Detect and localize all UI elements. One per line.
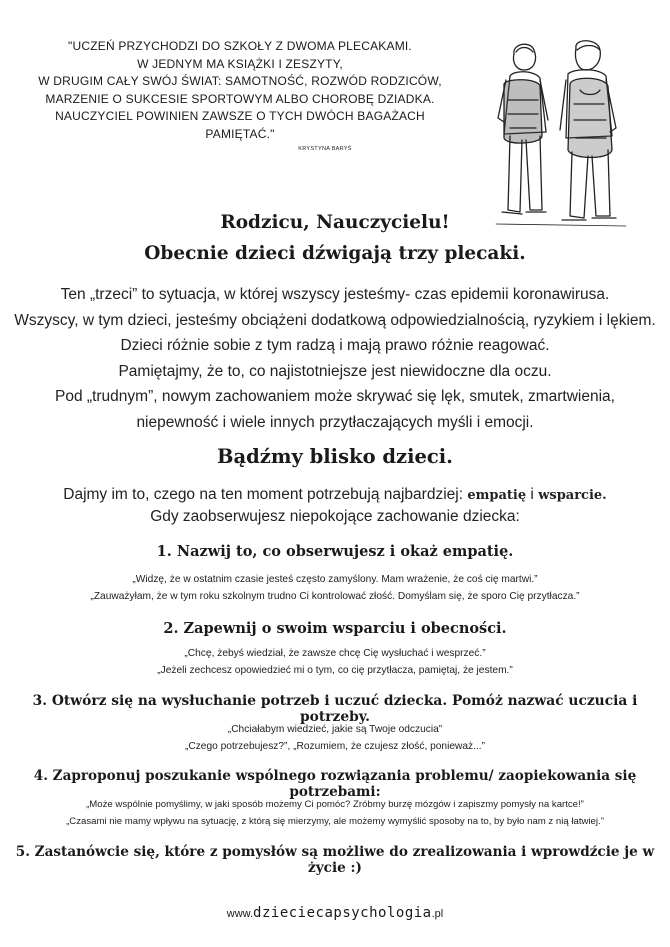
support-line-2: Gdy zaobserwujesz niepokojące zachowanie dziecka:	[150, 508, 520, 525]
step-2-title: 2. Zapewnij o swoim wsparciu i obecności.	[163, 620, 507, 637]
quote-line: W DRUGIM CAŁY SWÓJ ŚWIAT: SAMOTNOŚĆ, ROZWÓD RODZICÓW,	[38, 74, 442, 88]
support-prefix: Dajmy im to, czego na ten moment potrzebują najbardziej:	[63, 486, 464, 503]
intro-line: niepewność i wiele innych przytłaczających myśli i emocji.	[136, 413, 534, 431]
step-1-examples	[0, 572, 670, 605]
headline-line-1: Rodzicu, Nauczycielu!	[220, 212, 450, 233]
step-1-title: 1. Nazwij to, co obserwujesz i okaż empatię.	[156, 543, 514, 560]
example-line: „Czasami nie mamy wpływu na sytuację, z którą się mierzymy, ale możemy wymyślić sposoby na to, by było nam z nią łatwiej.”	[66, 815, 604, 827]
step-2-examples	[0, 646, 670, 679]
example-line: „Chcę, żebyś wiedział, że zawsze chcę Cię wysłuchać i wesprzeć.”	[184, 648, 486, 659]
intro-line: Pamiętajmy, że to, co najistotniejsze jest niewidoczne dla oczu.	[118, 362, 552, 380]
quote-line: W JEDNYM MA KSIĄŻKI I ZESZYTY,	[137, 56, 343, 71]
example-line: „Chciałabym wiedzieć, jakie są Twoje odczucia”	[227, 724, 443, 735]
quote-line: NAUCZYCIEL POWINIEN ZAWSZE O TYCH DWÓCH BAGAŻACH PAMIĘTAĆ."	[55, 109, 425, 141]
step-3-title: 3. Otwórz się na wysłuchanie potrzeb i uczuć dziecka. Pomóż nazwać uczucia i potrzeby.	[32, 693, 638, 725]
support-line-1	[0, 484, 670, 506]
headline-line-2: Obecnie dzieci dźwigają trzy plecaki.	[144, 243, 526, 264]
support-word-empathy: empatię	[467, 488, 527, 503]
example-line: „Widzę, że w ostatnim czasie jesteś często zamyślony. Mam wrażenie, że coś cię martwi.”	[132, 574, 538, 585]
intro-line: Dzieci różnie sobie z tym radzą i mają prawo różnie reagować.	[120, 337, 550, 354]
footer-name: dzieciecapsychologia	[253, 905, 432, 921]
footer-website	[0, 905, 670, 921]
intro-paragraph	[0, 282, 670, 435]
support-statement	[0, 484, 670, 527]
footer-suffix: .pl	[431, 908, 444, 920]
example-line: „Jeżeli zechcesz opowiedzieć mi o tym, co cię przytłacza, pamiętaj, że jestem.”	[157, 664, 513, 676]
quote-line: MARZENIE O SUKCESIE SPORTOWYM ALBO CHOROBĘ DZIADKA.	[45, 91, 435, 106]
example-line: „Zauważyłam, że w tym roku szkolnym trudno Ci kontrolować złość. Domyślam się, że sporo Cię przytłacza.”	[90, 590, 580, 602]
intro-line: Pod „trudnym”, nowym zachowaniem może skrywać się lęk, smutek, zmartwienia,	[55, 388, 615, 405]
step-3-examples	[0, 722, 670, 755]
support-word-support: wsparcie.	[538, 488, 607, 503]
children-with-backpacks-illustration	[476, 40, 654, 232]
quote-block	[20, 38, 460, 153]
step-4-title: 4. Zaproponuj poszukanie wspólnego rozwiązania problemu/ zaopiekowania się potrzebami:	[33, 768, 637, 800]
step-4-examples	[0, 797, 670, 830]
quote-line: "UCZEŃ PRZYCHODZI DO SZKOŁY Z DWOMA PLECAKAMI.	[68, 39, 412, 53]
intro-line: Ten „trzeci” to sytuacja, w której wszyscy jesteśmy- czas epidemii koronawirusa.	[60, 286, 610, 303]
section-title: Bądźmy blisko dzieci.	[217, 445, 453, 468]
intro-line: Wszyscy, w tym dzieci, jesteśmy obciążeni dodatkową odpowiedzialnością, ryzykiem i lękiem.	[14, 311, 656, 329]
footer-prefix: www.	[226, 908, 254, 920]
example-line: „Może wspólnie pomyślimy, w jaki sposób możemy Ci pomóc? Zróbmy burzę mózgów i zapiszmy pomysły na kartce!”	[86, 799, 584, 810]
step-5-title: 5. Zastanówcie się, które z pomysłów są możliwe do zrealizowania i wprowdźcie je w życie :)	[15, 844, 655, 876]
quote-author: KRYSTYNA BARYŚ	[298, 146, 352, 152]
support-and: i	[530, 486, 534, 503]
example-line: „Czego potrzebujesz?”, „Rozumiem, że czujesz złość, ponieważ...”	[184, 740, 486, 752]
